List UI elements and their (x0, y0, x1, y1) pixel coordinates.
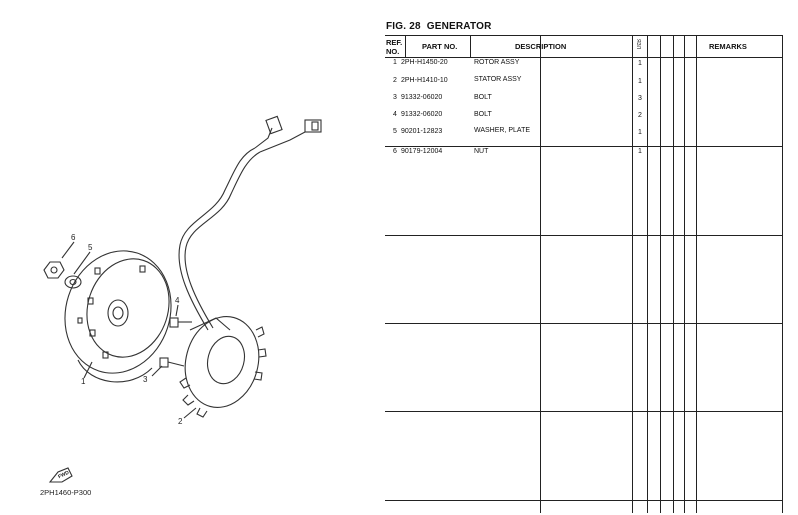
row-description: BOLT (474, 94, 492, 101)
row-description: BOLT (474, 111, 492, 118)
row-part-no: 91332-06020 (401, 111, 443, 118)
row-description: WASHER, PLATE (474, 127, 531, 134)
callout-2: 2 (178, 417, 183, 426)
row-part-no: 2PH-H1410-10 (401, 77, 448, 84)
callout-3: 3 (143, 375, 148, 384)
row-qty: 1 (638, 129, 642, 136)
table-row (385, 111, 783, 127)
diagram-code: 2PH1460-P300 (40, 488, 92, 497)
figure-title (386, 21, 498, 32)
figure-name: GENERATOR (426, 21, 492, 32)
row-ref: 3 (393, 94, 397, 101)
table-row (385, 76, 783, 92)
connector-icon (266, 116, 282, 133)
header-ref-no-line1: REF. (386, 38, 403, 47)
row-part-no: 2PH-H1450-20 (401, 59, 448, 66)
row-ref: 4 (393, 111, 397, 118)
row-ref: 5 (393, 128, 397, 135)
row-description: STATOR ASSY (474, 76, 522, 83)
table-row (385, 94, 783, 110)
row-ref: 2 (393, 77, 397, 84)
callout-5: 5 (88, 243, 93, 252)
row-qty: 1 (638, 148, 642, 155)
row-ref: 1 (393, 59, 397, 66)
row-qty: 3 (638, 95, 642, 102)
row-qty: 1 (638, 60, 642, 67)
parts-table (385, 35, 783, 513)
callout-1: 1 (81, 377, 86, 386)
row-qty: 2 (638, 112, 642, 119)
table-row (385, 59, 783, 75)
row-part-no: 90179-12004 (401, 148, 443, 155)
row-qty: 1 (638, 78, 642, 85)
figure-label: FIG. 28 (386, 21, 421, 32)
fwd-label: FWD (57, 469, 71, 481)
row-part-no: 91332-06020 (401, 94, 443, 101)
header-qty: ЯЗЛ (635, 39, 641, 49)
table-row (385, 148, 783, 164)
row-description: NUT (474, 148, 489, 155)
header-remarks: REMARKS (709, 42, 747, 51)
header-ref-no-line2: NO. (386, 47, 400, 56)
callout-6: 6 (71, 233, 76, 242)
row-part-no: 90201-12823 (401, 128, 443, 135)
header-description: DESCRIPTION (515, 42, 567, 51)
callout-4: 4 (175, 296, 180, 305)
header-part-no: PART NO. (422, 42, 458, 51)
row-ref: 6 (393, 148, 397, 155)
row-description: ROTOR ASSY (474, 59, 520, 66)
generator-exploded-diagram (0, 0, 380, 515)
table-row (385, 128, 783, 144)
